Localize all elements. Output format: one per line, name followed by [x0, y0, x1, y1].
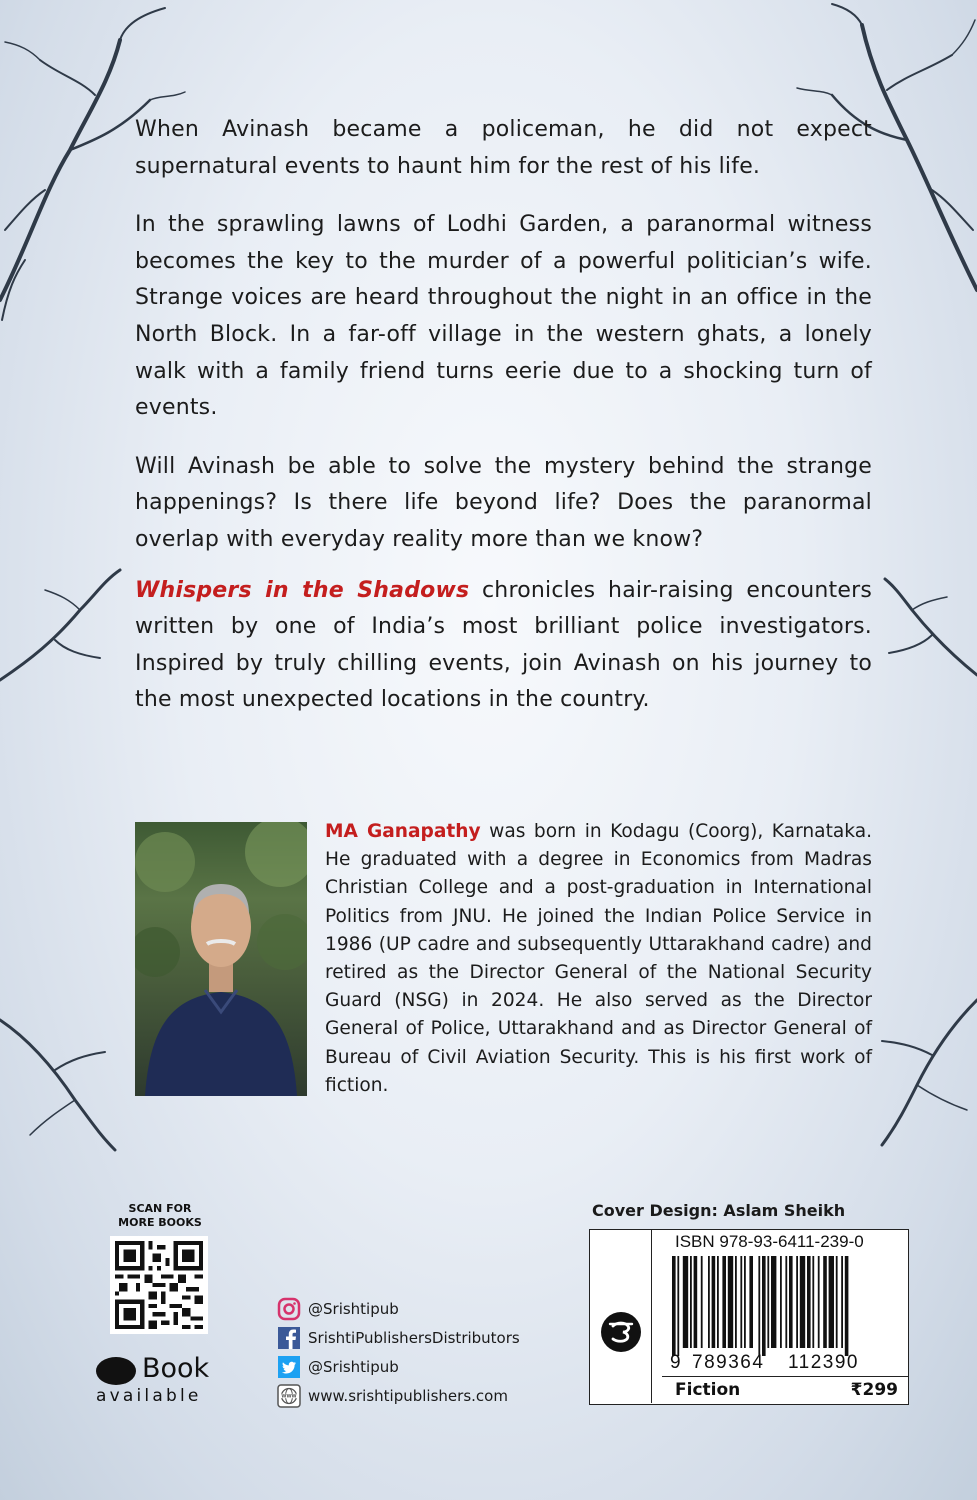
barcode-bar: [789, 1256, 793, 1348]
barcode-bar: [800, 1256, 805, 1348]
twitter-icon: [276, 1355, 302, 1379]
ebook-word: Book: [142, 1353, 210, 1384]
www-icon: [276, 1384, 302, 1408]
barcode-bar: [694, 1256, 698, 1348]
book-title: Whispers in the Shadows: [135, 577, 470, 603]
isbn-barcode-box: [589, 1229, 909, 1405]
author-photo: [135, 822, 307, 1096]
barcode-bar: [740, 1256, 742, 1348]
blurb-paragraph-4: [135, 573, 872, 719]
instagram-icon: [276, 1297, 302, 1321]
barcode-bar: [845, 1256, 849, 1356]
barcode-bar: [728, 1256, 733, 1348]
barcode-bar: [836, 1256, 838, 1348]
social-twitter[interactable]: [276, 1352, 520, 1381]
barcode-bar: [690, 1256, 692, 1348]
barcode-bar: [762, 1256, 766, 1356]
barcode-bar: [744, 1256, 746, 1348]
barcode-bar: [767, 1256, 769, 1348]
barcode-bar: [812, 1256, 814, 1348]
barcode-bar: [841, 1256, 843, 1348]
barcode-bar: [722, 1256, 726, 1348]
barcode-bar: [717, 1256, 719, 1348]
barcode-bar: [807, 1256, 811, 1348]
social-instagram[interactable]: [276, 1294, 520, 1323]
barcode-digits-group-1: 789364: [692, 1352, 765, 1373]
blurb-paragraph-3: Will Avinash be able to solve the mystery behind the strange happenings? Is there life beyond life? Does the paranormal overlap with everyday reality more than we know?: [135, 453, 872, 552]
social-links: [276, 1294, 520, 1410]
barcode-digit-first: 9: [670, 1352, 681, 1373]
twitter-handle: @Srishtipub: [308, 1357, 399, 1376]
barcode-bar: [712, 1256, 716, 1348]
facebook-handle: SrishtiPublishersDistributors: [308, 1328, 520, 1347]
barcode-bar: [785, 1256, 787, 1348]
branch-bottom-left-decoration: [0, 1000, 120, 1160]
author-bio: [325, 818, 872, 1100]
genre-price-row: [662, 1376, 908, 1404]
barcode-bar: [683, 1256, 688, 1348]
barcode-bar: [749, 1256, 753, 1348]
barcode-bars: [668, 1256, 900, 1358]
barcode-bar: [823, 1256, 827, 1348]
blurb-paragraph-1: When Avinash became a policeman, he did not expect supernatural events to haunt him for the rest of his life.: [135, 117, 872, 179]
blurb-paragraph-2: In the sprawling lawns of Lodhi Garden, a paranormal witness becomes the key to the murder of a powerful politician’s wife. Strange voices are heard throughout the night in an office in the North Block. In a far-off village in the western ghats, a lonely walk with a family friend turns eerie due to a shocking turn of events.: [135, 212, 872, 421]
barcode-bar: [780, 1256, 782, 1348]
social-facebook[interactable]: [276, 1323, 520, 1352]
genre-label: Fiction: [675, 1380, 741, 1400]
barcode-bar: [796, 1256, 798, 1348]
barcode-bar: [677, 1256, 679, 1356]
publisher-logo-panel: [590, 1230, 652, 1403]
price-label: ₹299: [850, 1380, 898, 1400]
ebook-e-icon: [96, 1357, 136, 1385]
cover-design-credit: Cover Design: Aslam Sheikh: [592, 1201, 846, 1220]
social-website[interactable]: [276, 1381, 520, 1410]
back-cover-blurb: [135, 112, 872, 741]
barcode-bar: [672, 1256, 676, 1356]
barcode-digits-group-2: 112390: [788, 1352, 859, 1373]
publisher-logo-icon: [601, 1312, 641, 1352]
barcode-bar: [708, 1256, 710, 1348]
website-url: www.srishtipublishers.com: [308, 1386, 508, 1405]
facebook-icon: [276, 1326, 302, 1350]
ebook-availability: available: [96, 1386, 202, 1406]
barcode-bar: [771, 1256, 776, 1348]
scan-for-more-books-label: SCAN FOR MORE BOOKS: [118, 1202, 202, 1229]
blurb-paragraph-4-text: chronicles hair-raising encounters written by one of India’s most brilliant police investigators. Inspired by truly chilling events, join Avinash on his journey to the most unexpected locations in the country.: [135, 577, 872, 713]
branch-bottom-right-decoration: [867, 985, 977, 1155]
author-name: MA Ganapathy: [325, 821, 481, 842]
barcode-bar: [818, 1256, 820, 1348]
svg-text:WWW: WWW: [281, 1394, 297, 1400]
author-bio-text: was born in Kodagu (Coorg), Karnataka. He graduated with a degree in Economics from Madras Christian College and a post-graduation in International Politics from JNU. He joined the Indian Police Service in 1986 (UP cadre and subsequently Uttarakhand cadre) and retired as the Director General of the National Security Guard (NSG) in 2024. He also served as the Director General of Police, Uttarakhand and as Director General of Bureau of Civil Aviation Security. This is his first work of fiction.: [325, 821, 872, 1096]
barcode-bar: [735, 1256, 737, 1348]
barcode-bar: [701, 1256, 703, 1348]
ebook-available-badge: [96, 1353, 236, 1413]
qr-code[interactable]: [110, 1236, 208, 1334]
isbn-number: ISBN 978-93-6411-239-0: [675, 1232, 864, 1251]
barcode-bar: [758, 1256, 760, 1356]
barcode-bar: [829, 1256, 834, 1348]
branch-mid-right-decoration: [877, 575, 977, 695]
instagram-handle: @Srishtipub: [308, 1299, 399, 1318]
branch-mid-left-decoration: [0, 560, 130, 700]
